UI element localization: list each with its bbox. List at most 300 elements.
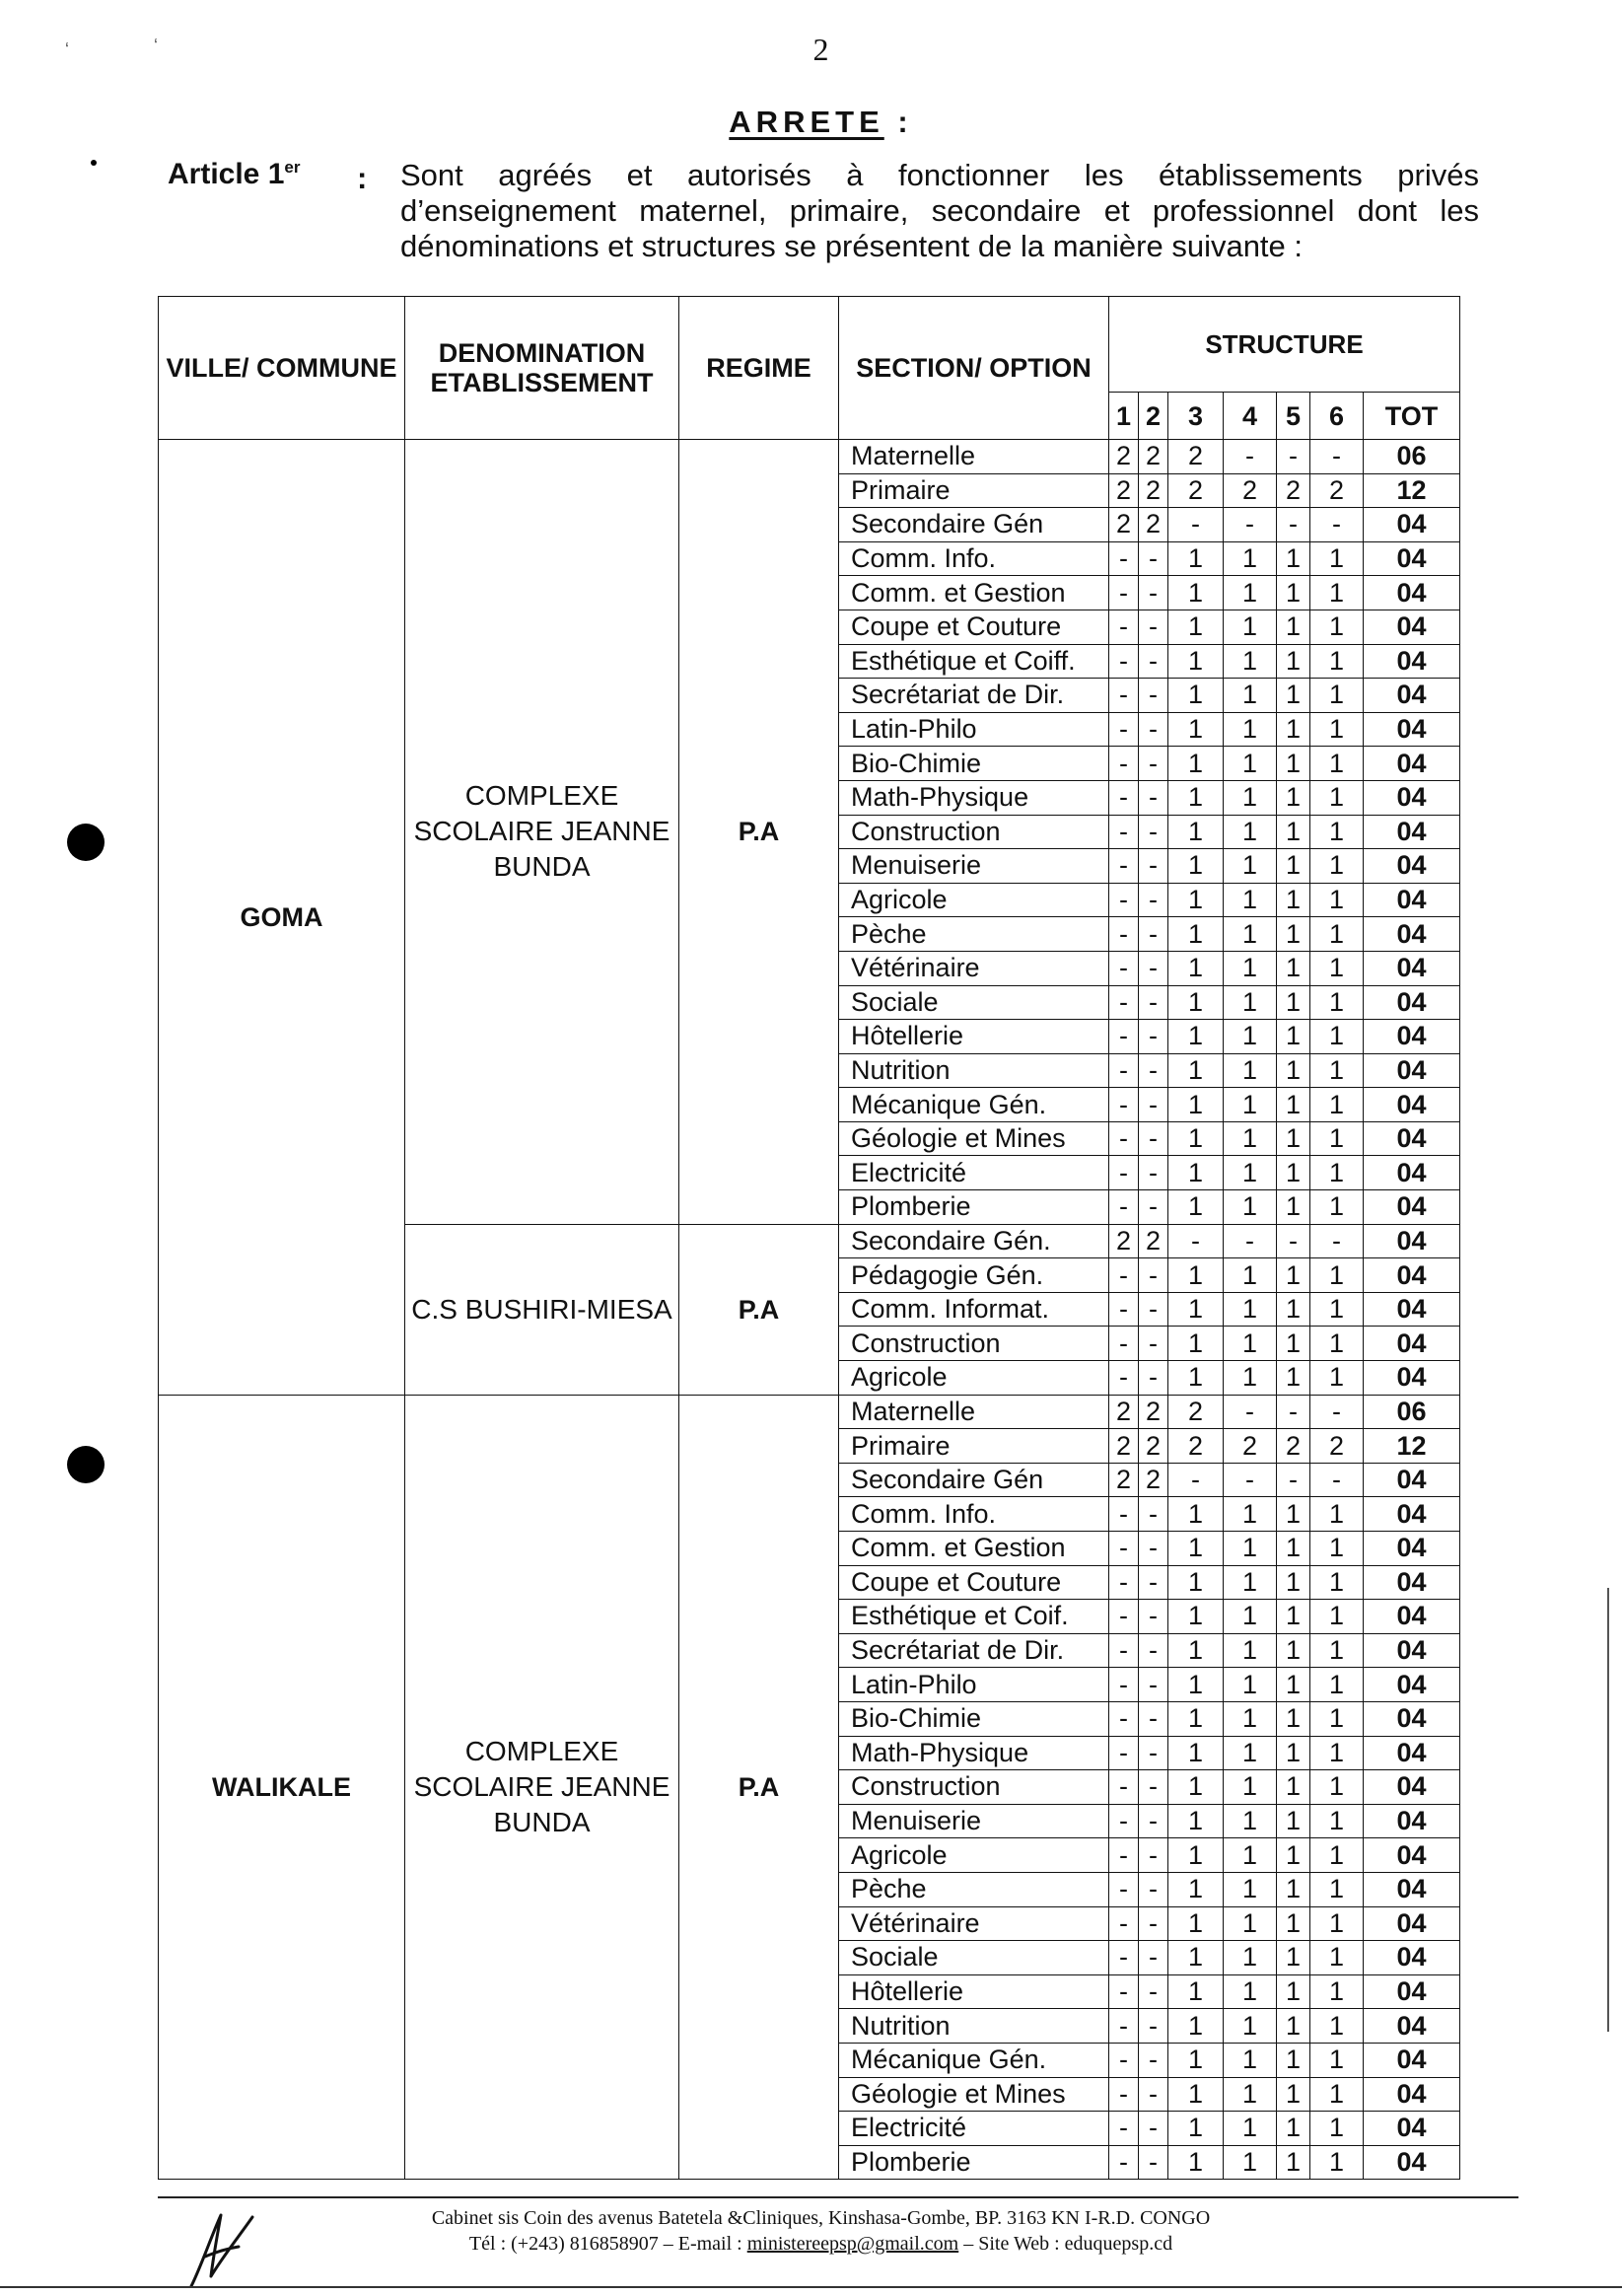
cell-structure-value: 2: [1109, 1224, 1139, 1258]
cell-structure-value: 1: [1310, 1974, 1364, 2009]
cell-total: 04: [1364, 849, 1460, 884]
cell-structure-value: -: [1139, 951, 1168, 985]
cell-structure-value: -: [1109, 712, 1139, 747]
footer-address: Cabinet sis Coin des avenus Batetela &Cliniques, Kinshasa-Gombe, BP. 3163 KN I-R.D. CONGO: [431, 2207, 1211, 2229]
cell-structure-value: 1: [1224, 576, 1277, 610]
cell-structure-value: 1: [1168, 815, 1224, 849]
article-label-text: Article 1: [168, 158, 285, 190]
cell-denomination: COMPLEXE SCOLAIRE JEANNE BUNDA: [405, 1395, 679, 2180]
cell-structure-value: -: [1109, 576, 1139, 610]
cell-structure-value: 1: [1224, 1053, 1277, 1088]
cell-total: 04: [1364, 747, 1460, 781]
header-regime: REGIME: [679, 297, 839, 440]
cell-section: Latin-Philo: [839, 712, 1109, 747]
cell-structure-value: -: [1139, 1327, 1168, 1361]
cell-structure-value: 1: [1168, 747, 1224, 781]
cell-structure-value: -: [1109, 1668, 1139, 1702]
cell-total: 04: [1364, 1701, 1460, 1736]
cell-total: 12: [1364, 473, 1460, 508]
cell-structure-value: 1: [1224, 610, 1277, 644]
cell-section: Construction: [839, 1327, 1109, 1361]
cell-total: 04: [1364, 1770, 1460, 1805]
cell-structure-value: 1: [1168, 1292, 1224, 1327]
cell-structure-value: -: [1168, 508, 1224, 542]
footer-rule: [158, 2196, 1518, 2198]
cell-structure-value: -: [1139, 883, 1168, 917]
cell-structure-value: 2: [1109, 1395, 1139, 1429]
cell-structure-value: 1: [1224, 780, 1277, 815]
cell-structure-value: 1: [1277, 2009, 1310, 2044]
cell-total: 04: [1364, 1736, 1460, 1770]
article-text: Sont agréés et autorisés à fonctionner les établissements privés d’enseignement maternel, primaire, secondaire et professionnel dont les dénominations et structures se présentent de la manière suivante :: [400, 158, 1479, 263]
cell-structure-value: -: [1109, 1872, 1139, 1906]
cell-structure-value: 1: [1224, 1258, 1277, 1293]
cell-structure-value: 1: [1168, 1906, 1224, 1941]
cell-structure-value: 1: [1277, 1770, 1310, 1805]
cell-structure-value: 1: [1277, 1121, 1310, 1156]
cell-section: Math-Physique: [839, 780, 1109, 815]
cell-structure-value: 1: [1168, 1701, 1224, 1736]
cell-structure-value: -: [1109, 883, 1139, 917]
cell-structure-value: 1: [1310, 1804, 1364, 1838]
cell-structure-value: 1: [1310, 780, 1364, 815]
header-denomination: DENOMINATION ETABLISSEMENT: [405, 297, 679, 440]
cell-structure-value: 1: [1168, 1361, 1224, 1396]
cell-structure-value: -: [1109, 1156, 1139, 1190]
cell-structure-value: 1: [1310, 1361, 1364, 1396]
cell-structure-value: -: [1109, 1327, 1139, 1361]
cell-denomination: COMPLEXE SCOLAIRE JEANNE BUNDA: [405, 440, 679, 1225]
cell-structure-value: -: [1277, 1224, 1310, 1258]
cell-structure-value: 1: [1310, 2043, 1364, 2077]
cell-structure-value: -: [1109, 2145, 1139, 2180]
cell-structure-value: 1: [1310, 644, 1364, 679]
cell-structure-value: -: [1139, 985, 1168, 1020]
table-row: [159, 440, 1460, 474]
cell-structure-value: 1: [1168, 1020, 1224, 1054]
cell-structure-value: 2: [1139, 1429, 1168, 1464]
cell-total: 04: [1364, 1020, 1460, 1054]
cell-structure-value: -: [1109, 1600, 1139, 1634]
footer-tel: Tél : (+243) 816858907: [468, 2233, 659, 2255]
cell-structure-value: 1: [1168, 1121, 1224, 1156]
cell-total: 12: [1364, 1429, 1460, 1464]
cell-structure-value: 1: [1277, 541, 1310, 576]
cell-structure-value: -: [1310, 1395, 1364, 1429]
cell-section: Secondaire Gén: [839, 1463, 1109, 1497]
cell-section: Sociale: [839, 1941, 1109, 1975]
cell-structure-value: 1: [1277, 985, 1310, 1020]
cell-structure-value: 1: [1277, 2043, 1310, 2077]
cell-structure-value: -: [1310, 1224, 1364, 1258]
cell-structure-value: -: [1139, 1258, 1168, 1293]
cell-structure-value: 1: [1224, 1633, 1277, 1668]
cell-structure-value: 1: [1224, 1156, 1277, 1190]
cell-total: 04: [1364, 1906, 1460, 1941]
cell-structure-value: 1: [1310, 849, 1364, 884]
article-label: [168, 158, 300, 191]
cell-structure-value: -: [1139, 917, 1168, 952]
cell-structure-value: -: [1109, 1020, 1139, 1054]
cell-structure-value: -: [1109, 2077, 1139, 2112]
cell-structure-value: 1: [1168, 1872, 1224, 1906]
cell-structure-value: 1: [1310, 985, 1364, 1020]
cell-structure-value: 2: [1139, 473, 1168, 508]
cell-structure-value: 1: [1310, 1565, 1364, 1600]
cell-ville: GOMA: [159, 440, 405, 1396]
cell-structure-value: 1: [1277, 1600, 1310, 1634]
scan-mark: ‘: [154, 36, 158, 55]
cell-regime: P.A: [679, 1395, 839, 2180]
cell-section: Agricole: [839, 1361, 1109, 1396]
cell-structure-value: 2: [1139, 508, 1168, 542]
cell-structure-value: -: [1139, 1020, 1168, 1054]
cell-structure-value: 1: [1168, 917, 1224, 952]
cell-structure-value: 1: [1168, 1600, 1224, 1634]
cell-structure-value: 1: [1277, 1020, 1310, 1054]
cell-total: 04: [1364, 2043, 1460, 2077]
cell-total: 06: [1364, 440, 1460, 474]
cell-total: 04: [1364, 2112, 1460, 2146]
cell-structure-value: 1: [1277, 679, 1310, 713]
cell-structure-value: 1: [1224, 1088, 1277, 1122]
cell-total: 04: [1364, 1190, 1460, 1225]
cell-section: Construction: [839, 1770, 1109, 1805]
cell-structure-value: 1: [1168, 985, 1224, 1020]
cell-structure-value: 1: [1277, 1668, 1310, 1702]
cell-structure-value: 1: [1277, 1804, 1310, 1838]
cell-structure-value: 1: [1224, 747, 1277, 781]
cell-structure-value: 1: [1168, 1941, 1224, 1975]
cell-structure-value: -: [1109, 747, 1139, 781]
cell-structure-value: -: [1139, 1633, 1168, 1668]
cell-structure-value: -: [1277, 508, 1310, 542]
cell-structure-value: 1: [1310, 1327, 1364, 1361]
cell-structure-value: 1: [1277, 1838, 1310, 1873]
cell-structure-value: 1: [1310, 1020, 1364, 1054]
cell-structure-value: 1: [1224, 815, 1277, 849]
cell-structure-value: -: [1139, 1600, 1168, 1634]
cell-structure-value: -: [1139, 815, 1168, 849]
cell-total: 04: [1364, 644, 1460, 679]
cell-structure-value: -: [1139, 1088, 1168, 1122]
cell-structure-value: 1: [1310, 2145, 1364, 2180]
cell-total: 04: [1364, 1053, 1460, 1088]
cell-structure-value: 1: [1277, 849, 1310, 884]
cell-structure-value: -: [1109, 1258, 1139, 1293]
cell-structure-value: 1: [1224, 2112, 1277, 2146]
cell-structure-value: -: [1109, 1532, 1139, 1566]
cell-structure-value: -: [1109, 1053, 1139, 1088]
cell-structure-value: 1: [1168, 1565, 1224, 1600]
header-col-2: 2: [1139, 393, 1168, 440]
cell-structure-value: 1: [1168, 1327, 1224, 1361]
cell-section: Electricité: [839, 1156, 1109, 1190]
cell-total: 04: [1364, 1327, 1460, 1361]
cell-structure-value: 1: [1277, 815, 1310, 849]
cell-structure-value: -: [1139, 1292, 1168, 1327]
cell-total: 04: [1364, 951, 1460, 985]
footer-contact: [0, 2233, 1622, 2256]
cell-structure-value: 1: [1310, 1838, 1364, 1873]
cell-structure-value: 1: [1277, 1088, 1310, 1122]
cell-structure-value: 1: [1310, 576, 1364, 610]
cell-structure-value: -: [1139, 2112, 1168, 2146]
cell-structure-value: 1: [1224, 1941, 1277, 1975]
cell-structure-value: 1: [1277, 1258, 1310, 1293]
cell-structure-value: -: [1139, 1804, 1168, 1838]
cell-total: 04: [1364, 780, 1460, 815]
cell-structure-value: 1: [1224, 1190, 1277, 1225]
cell-structure-value: 1: [1224, 1600, 1277, 1634]
cell-total: 04: [1364, 679, 1460, 713]
cell-structure-value: 1: [1168, 610, 1224, 644]
cell-structure-value: 1: [1224, 1497, 1277, 1532]
cell-structure-value: 1: [1168, 780, 1224, 815]
cell-structure-value: 2: [1109, 440, 1139, 474]
cell-structure-value: 1: [1224, 1906, 1277, 1941]
cell-structure-value: 1: [1168, 712, 1224, 747]
cell-structure-value: 1: [1168, 1156, 1224, 1190]
cell-total: 04: [1364, 1838, 1460, 1873]
cell-section: Comm. Informat.: [839, 1292, 1109, 1327]
cell-section: Vétérinaire: [839, 1906, 1109, 1941]
cell-structure-value: 1: [1224, 2145, 1277, 2180]
cell-structure-value: 1: [1277, 2112, 1310, 2146]
cell-structure-value: 1: [1310, 747, 1364, 781]
cell-structure-value: -: [1139, 1361, 1168, 1396]
cell-structure-value: -: [1109, 1770, 1139, 1805]
cell-structure-value: 1: [1277, 1941, 1310, 1975]
cell-structure-value: 1: [1168, 679, 1224, 713]
cell-structure-value: 1: [1168, 1532, 1224, 1566]
cell-structure-value: -: [1109, 951, 1139, 985]
cell-structure-value: 1: [1224, 2009, 1277, 2044]
cell-structure-value: -: [1109, 2009, 1139, 2044]
cell-structure-value: 1: [1224, 883, 1277, 917]
cell-section: Electricité: [839, 2112, 1109, 2146]
cell-structure-value: -: [1109, 541, 1139, 576]
table-body: [159, 440, 1460, 2180]
cell-section: Secondaire Gén: [839, 508, 1109, 542]
cell-structure-value: -: [1277, 440, 1310, 474]
cell-total: 04: [1364, 1600, 1460, 1634]
heading-colon: :: [897, 105, 913, 139]
cell-structure-value: -: [1310, 1463, 1364, 1497]
cell-total: 04: [1364, 1974, 1460, 2009]
cell-structure-value: 1: [1224, 1838, 1277, 1873]
cell-structure-value: 1: [1224, 2043, 1277, 2077]
cell-structure-value: -: [1109, 1121, 1139, 1156]
cell-structure-value: 2: [1224, 1429, 1277, 1464]
cell-structure-value: -: [1139, 2043, 1168, 2077]
cell-total: 04: [1364, 1463, 1460, 1497]
cell-structure-value: -: [1224, 440, 1277, 474]
cell-section: Hôtellerie: [839, 1974, 1109, 2009]
cell-total: 04: [1364, 1565, 1460, 1600]
cell-section: Menuiserie: [839, 1804, 1109, 1838]
cell-structure-value: 1: [1277, 747, 1310, 781]
cell-structure-value: 1: [1310, 610, 1364, 644]
cell-total: 04: [1364, 1532, 1460, 1566]
cell-structure-value: 1: [1168, 576, 1224, 610]
cell-structure-value: 2: [1109, 508, 1139, 542]
cell-structure-value: 1: [1168, 2009, 1224, 2044]
cell-structure-value: 1: [1310, 1190, 1364, 1225]
cell-structure-value: 1: [1168, 849, 1224, 884]
cell-structure-value: 1: [1168, 1974, 1224, 2009]
cell-structure-value: 1: [1310, 1633, 1364, 1668]
cell-structure-value: 1: [1277, 2145, 1310, 2180]
cell-structure-value: -: [1139, 1121, 1168, 1156]
cell-structure-value: -: [1109, 1701, 1139, 1736]
cell-structure-value: -: [1139, 679, 1168, 713]
cell-total: 04: [1364, 815, 1460, 849]
cell-section: Bio-Chimie: [839, 747, 1109, 781]
cell-total: 04: [1364, 1088, 1460, 1122]
cell-structure-value: 1: [1224, 1292, 1277, 1327]
cell-structure-value: -: [1109, 1736, 1139, 1770]
cell-section: Esthétique et Coiff.: [839, 644, 1109, 679]
cell-structure-value: 1: [1168, 644, 1224, 679]
cell-structure-value: -: [1224, 1224, 1277, 1258]
cell-structure-value: 1: [1277, 712, 1310, 747]
cell-structure-value: 2: [1139, 1395, 1168, 1429]
cell-structure-value: -: [1139, 1872, 1168, 1906]
cell-structure-value: 1: [1168, 1838, 1224, 1873]
cell-structure-value: 2: [1139, 440, 1168, 474]
cell-structure-value: 1: [1224, 1872, 1277, 1906]
cell-total: 06: [1364, 1395, 1460, 1429]
cell-structure-value: 2: [1168, 473, 1224, 508]
cell-structure-value: -: [1109, 1497, 1139, 1532]
cell-structure-value: -: [1139, 849, 1168, 884]
cell-section: Bio-Chimie: [839, 1701, 1109, 1736]
cell-structure-value: 1: [1224, 679, 1277, 713]
cell-structure-value: 1: [1310, 951, 1364, 985]
cell-total: 04: [1364, 576, 1460, 610]
cell-total: 04: [1364, 508, 1460, 542]
punch-hole: [67, 1446, 105, 1483]
cell-structure-value: 1: [1168, 2145, 1224, 2180]
cell-total: 04: [1364, 1804, 1460, 1838]
cell-section: Comm. et Gestion: [839, 576, 1109, 610]
cell-total: 04: [1364, 917, 1460, 952]
cell-structure-value: 1: [1224, 849, 1277, 884]
cell-structure-value: 2: [1310, 1429, 1364, 1464]
cell-structure-value: -: [1277, 1463, 1310, 1497]
cell-total: 04: [1364, 712, 1460, 747]
cell-structure-value: -: [1310, 440, 1364, 474]
cell-structure-value: 2: [1224, 473, 1277, 508]
cell-structure-value: -: [1139, 1053, 1168, 1088]
cell-section: Hôtellerie: [839, 1020, 1109, 1054]
cell-structure-value: 1: [1310, 1497, 1364, 1532]
cell-total: 04: [1364, 1941, 1460, 1975]
cell-structure-value: -: [1109, 2043, 1139, 2077]
cell-structure-value: 2: [1168, 1395, 1224, 1429]
cell-section: Latin-Philo: [839, 1668, 1109, 1702]
cell-structure-value: 1: [1224, 1668, 1277, 1702]
cell-section: Mécanique Gén.: [839, 1088, 1109, 1122]
cell-structure-value: -: [1139, 644, 1168, 679]
cell-structure-value: 1: [1277, 1156, 1310, 1190]
table-row: [159, 1395, 1460, 1429]
cell-section: Secrétariat de Dir.: [839, 1633, 1109, 1668]
footer-email-link[interactable]: ministereepsp@gmail.com: [746, 2233, 959, 2255]
cell-structure-value: -: [1139, 1565, 1168, 1600]
cell-structure-value: 1: [1168, 951, 1224, 985]
cell-structure-value: -: [1139, 2145, 1168, 2180]
cell-total: 04: [1364, 1258, 1460, 1293]
page-number: 2: [812, 32, 829, 67]
scan-mark: ‘: [65, 39, 69, 59]
cell-structure-value: 1: [1310, 712, 1364, 747]
cell-section: Nutrition: [839, 2009, 1109, 2044]
cell-section: Primaire: [839, 473, 1109, 508]
cell-structure-value: 1: [1224, 917, 1277, 952]
cell-structure-value: 1: [1277, 951, 1310, 985]
cell-structure-value: -: [1139, 541, 1168, 576]
cell-structure-value: 1: [1277, 1532, 1310, 1566]
header-col-6: 6: [1310, 393, 1364, 440]
cell-structure-value: -: [1109, 2112, 1139, 2146]
cell-structure-value: -: [1139, 1736, 1168, 1770]
cell-structure-value: 1: [1277, 1633, 1310, 1668]
cell-total: 04: [1364, 1872, 1460, 1906]
cell-structure-value: -: [1109, 1361, 1139, 1396]
scan-edge: [1607, 1588, 1609, 2032]
header-col-5: 5: [1277, 393, 1310, 440]
cell-structure-value: -: [1139, 2009, 1168, 2044]
cell-section: Pèche: [839, 917, 1109, 952]
cell-section: Nutrition: [839, 1053, 1109, 1088]
header-col-3: 3: [1168, 393, 1224, 440]
cell-structure-value: -: [1139, 576, 1168, 610]
cell-structure-value: 1: [1277, 883, 1310, 917]
cell-structure-value: 1: [1310, 1736, 1364, 1770]
header-section: SECTION/ OPTION: [839, 297, 1109, 440]
cell-structure-value: -: [1139, 712, 1168, 747]
cell-total: 04: [1364, 2077, 1460, 2112]
page-bottom-rule: [0, 2286, 1622, 2288]
cell-section: Agricole: [839, 1838, 1109, 1873]
cell-structure-value: 1: [1277, 1974, 1310, 2009]
cell-structure-value: 1: [1310, 1668, 1364, 1702]
cell-structure-value: 1: [1310, 1906, 1364, 1941]
cell-section: Géologie et Mines: [839, 1121, 1109, 1156]
cell-structure-value: 1: [1224, 951, 1277, 985]
cell-structure-value: 1: [1310, 1053, 1364, 1088]
cell-section: Primaire: [839, 1429, 1109, 1464]
cell-structure-value: 1: [1168, 2077, 1224, 2112]
cell-structure-value: 1: [1168, 541, 1224, 576]
cell-structure-value: 1: [1224, 712, 1277, 747]
cell-total: 04: [1364, 2145, 1460, 2180]
cell-structure-value: -: [1139, 747, 1168, 781]
cell-structure-value: -: [1224, 508, 1277, 542]
cell-total: 04: [1364, 1156, 1460, 1190]
cell-structure-value: -: [1109, 1906, 1139, 1941]
cell-structure-value: -: [1109, 1941, 1139, 1975]
cell-total: 04: [1364, 1224, 1460, 1258]
punch-hole: [67, 824, 105, 861]
cell-structure-value: -: [1109, 610, 1139, 644]
cell-section: Plomberie: [839, 2145, 1109, 2180]
cell-structure-value: 1: [1224, 1121, 1277, 1156]
cell-total: 04: [1364, 1633, 1460, 1668]
cell-structure-value: -: [1109, 1974, 1139, 2009]
